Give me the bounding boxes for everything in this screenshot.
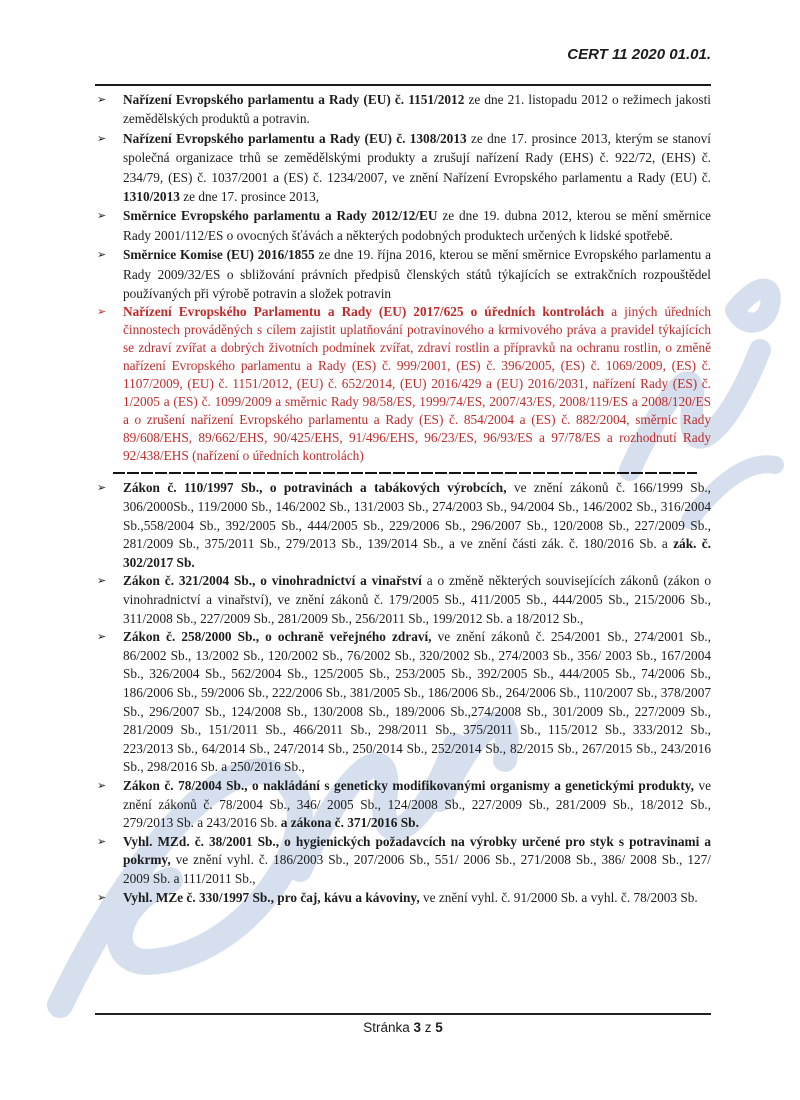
list-item-text (123, 245, 711, 303)
section-national-legislation (95, 479, 711, 907)
text-run: Nařízení Evropského parlamentu a Rady (EU) č. 1308/2013 (123, 130, 471, 146)
list-item-text (123, 889, 711, 908)
document-code: CERT 11 2020 01.01. (567, 46, 711, 63)
section-separator-rule (113, 472, 697, 474)
page-number-footer (95, 1020, 711, 1035)
text-run: Nařízení Evropského parlamentu a Rady (EU) č. 1151/2012 (123, 92, 469, 107)
list-item-text (123, 833, 711, 889)
text-run: ve znění zákonů č. 78/2004 Sb., 346/ 2005 Sb., 124/2008 Sb., 227/2009 Sb., 281/2009 Sb., 18/2012 Sb., 279/2013 Sb. a 243/2016 Sb. (123, 777, 711, 831)
list-item (95, 572, 711, 628)
text-run: Zákon č. 321/2004 Sb., o vinohradnictví a vinařství (123, 573, 427, 589)
list-item (95, 479, 711, 572)
bullet-arrow-icon: ➢ (97, 131, 107, 145)
text-run: z (421, 1020, 436, 1035)
text-run: ze dne 19. října 2016, kterou se mění směrnice Evropského parlamentu a Rady 2009/32/ES o sbližování právních předpisů členských států týkajících se extrakčních rozpouštědel používaných při výrobě potravin a složek potravin (123, 247, 711, 302)
list-item (95, 833, 711, 889)
bullet-arrow-icon: ➢ (97, 630, 107, 644)
bullet-arrow-icon: ➢ (97, 481, 107, 495)
text-run: Zákon č. 78/2004 Sb., o nakládání s geneticky modifikovanými organismy a genetickými produkty, (123, 777, 699, 793)
list-item (95, 628, 711, 777)
list-item-text (123, 303, 711, 465)
footer-rule (95, 1013, 711, 1015)
text-run: Zákon č. 110/1997 Sb., o potravinách a tabákových výrobcích, (123, 480, 514, 496)
list-item-text (123, 479, 711, 572)
text-run: Vyhl. MZd. č. 38/2001 Sb., o hygienických požadavcích na výrobky určené pro styk s potravinami a pokrmy, (123, 833, 711, 868)
text-run: 5 (435, 1020, 443, 1035)
list-item (95, 303, 711, 465)
text-run: 1310/2013 (123, 189, 184, 205)
list-item (95, 245, 711, 303)
text-run: Stránka (363, 1020, 414, 1035)
text-run: ve znění zákonů č. 254/2001 Sb., 274/2001 Sb., 86/2002 Sb., 13/2002 Sb., 120/2002 Sb., 76/2002 Sb., 320/2002 Sb., 274/2003 Sb., 356/ 2003 Sb., 167/2004 Sb., 326/2004 Sb., 562/2004 Sb., 125/2005 Sb., 253/2005 Sb., 392/2005 Sb., 444/2005 Sb., 74/2006 Sb., 186/2006 Sb., 59/2006 Sb., 222/2006 Sb., 381/2005 Sb., 186/2006 Sb., 264/2006 Sb., 110/2007 Sb., 378/2007 Sb., 296/2007 Sb., 124/2008 Sb., 130/2008 Sb., 189/2006 Sb.,274/2008 Sb., 301/2009 Sb., 227/2009 Sb., 281/2009 Sb., 151/2011 Sb., 466/2011 Sb., 298/2011 Sb., 375/2011 Sb., 115/2012 Sb., 333/2012 Sb., 223/2013 Sb., 64/2014 Sb., 247/2014 Sb., 250/2014 Sb., 252/2014 Sb., 82/2015 Sb., 267/2015 Sb., 243/2016 Sb., 298/2016 Sb. a 250/2016 Sb., (123, 629, 711, 775)
text-run: Vyhl. MZe č. 330/1997 Sb., pro čaj, kávu a kávoviny, (123, 889, 423, 905)
list-item (95, 206, 711, 245)
text-run: ze dne 17. prosince 2013, kterým se stanoví společná organizace trhů se zemědělskými produkty a zrušují nařízení Rady (EHS) č. 922/72, (EHS) č. 234/79, (ES) č. 1037/2001 a (ES) č. 1234/2007, ve znění Nařízení Evropského parlamentu a Rady (EU) č. (123, 130, 711, 185)
text-run: Nařízení Evropského Parlamentu a Rady (EU) 2017/625 o úředních kontrolách (123, 304, 612, 320)
list-item-text (123, 90, 711, 129)
list-item-text (123, 572, 711, 628)
list-item-text (123, 206, 711, 245)
bullet-arrow-icon: ➢ (97, 93, 107, 106)
bullet-arrow-icon: ➢ (97, 574, 107, 588)
bullet-arrow-icon: ➢ (97, 248, 107, 262)
list-item-text (123, 129, 711, 207)
bullet-arrow-icon: ➢ (97, 778, 107, 792)
list-item (95, 777, 711, 833)
bullet-arrow-icon: ➢ (97, 890, 107, 904)
text-run: a zákona č. 371/2016 Sb. (280, 815, 419, 831)
text-run: ze dne 17. prosince 2013, (183, 189, 320, 205)
document-body (95, 90, 711, 1012)
list-item (95, 889, 711, 908)
text-run: ve znění zákonů č. 166/1999 Sb., 306/2000Sb., 119/2000 Sb., 146/2002 Sb., 131/2003 Sb., 274/2003 Sb., 94/2004 Sb., 146/2002 Sb., 316/2004 Sb.,558/2004 Sb., 392/2005 Sb., 444/2005 Sb., 229/2006 Sb., 296/2007 Sb., 120/2008 Sb., 227/2009 Sb., 281/2009 Sb., 375/2011 Sb., 279/2013 Sb., 139/2014 Sb., a ve znění části zák. č. 180/2016 Sb. a (123, 480, 711, 552)
list-item (95, 129, 711, 207)
text-run: Směrnice Komise (EU) 2016/1855 (123, 247, 319, 263)
bullet-arrow-icon: ➢ (97, 305, 107, 319)
text-run: 3 (413, 1020, 421, 1035)
text-run: a jiných úředních činnostech prováděných s cílem zajistit uplatňování potravinového a krmivového práva a pravidel týkajících se zdraví zvířat a dobrých životních podmínek zvířat, zdraví rostlin a přípravků na ochranu rostlin, o změně nařízení Evropského parlamentu a Rady (ES) č. 999/2001, (ES) č. 396/2005, (ES) č. 1069/2009, (ES) č. 1107/2009, (EU) č. 1151/2012, (EU) č. 652/2014, (EU) 2016/429 a (EU) 2016/2031, nařízení Rady (ES) č. 1/2005 a (ES) č. 1099/2009 a směrnic Rady 98/58/ES, 1999/74/ES, 2007/43/ES, 2008/119/ES a 2008/120/ES a o zrušení nařízení Evropského parlamentu a Rady (ES) č. 854/2004 a (ES) č. 882/2004, směrnic Rady 89/608/EHS, 89/662/EHS, 90/425/EHS, 91/496/EHS, 96/23/ES, 96/93/ES a 97/78/ES a rozhodnutí Rady 92/438/EHS (nařízení o úředních kontrolách) (123, 304, 711, 464)
bullet-arrow-icon: ➢ (97, 834, 107, 848)
text-run: ze dne 21. listopadu 2012 o režimech jakosti zemědělských produktů a potravin. (123, 92, 711, 127)
text-run: zák. č. 302/2017 Sb. (123, 536, 711, 570)
bullet-arrow-icon: ➢ (97, 209, 107, 223)
text-run: ve znění vyhl. č. 186/2003 Sb., 207/2006 Sb., 551/ 2006 Sb., 271/2008 Sb., 386/ 2008 Sb., 127/ 2009 Sb. a 111/2011 Sb., (123, 852, 711, 886)
text-run: Směrnice Evropského parlamentu a Rady 2012/12/EU (123, 208, 443, 224)
list-item-text (123, 628, 711, 777)
section-eu-legislation (95, 90, 711, 465)
list-item (95, 90, 711, 129)
text-run: a o změně některých souvisejících zákonů (zákon o vinohradnictví a vinařství), ve znění zákonů č. 179/2005 Sb., 411/2005 Sb., 444/2005 Sb., 215/2006 Sb., 311/2008 Sb., 227/2009 Sb., 281/2009 Sb., 256/2011 Sb., 199/2012 Sb. a 18/2012 Sb., (123, 573, 711, 626)
text-run: Zákon č. 258/2000 Sb., o ochraně veřejného zdraví, (123, 629, 438, 645)
list-item-text (123, 777, 711, 833)
text-run: ze dne 19. dubna 2012, kterou se mění směrnice Rady 2001/112/ES o ovocných šťávách a některých podobných produktech určených k lidské spotřebě. (123, 208, 711, 243)
header-rule (95, 84, 711, 86)
text-run: ve znění vyhl. č. 91/2000 Sb. a vyhl. č. 78/2003 Sb. (422, 889, 698, 905)
